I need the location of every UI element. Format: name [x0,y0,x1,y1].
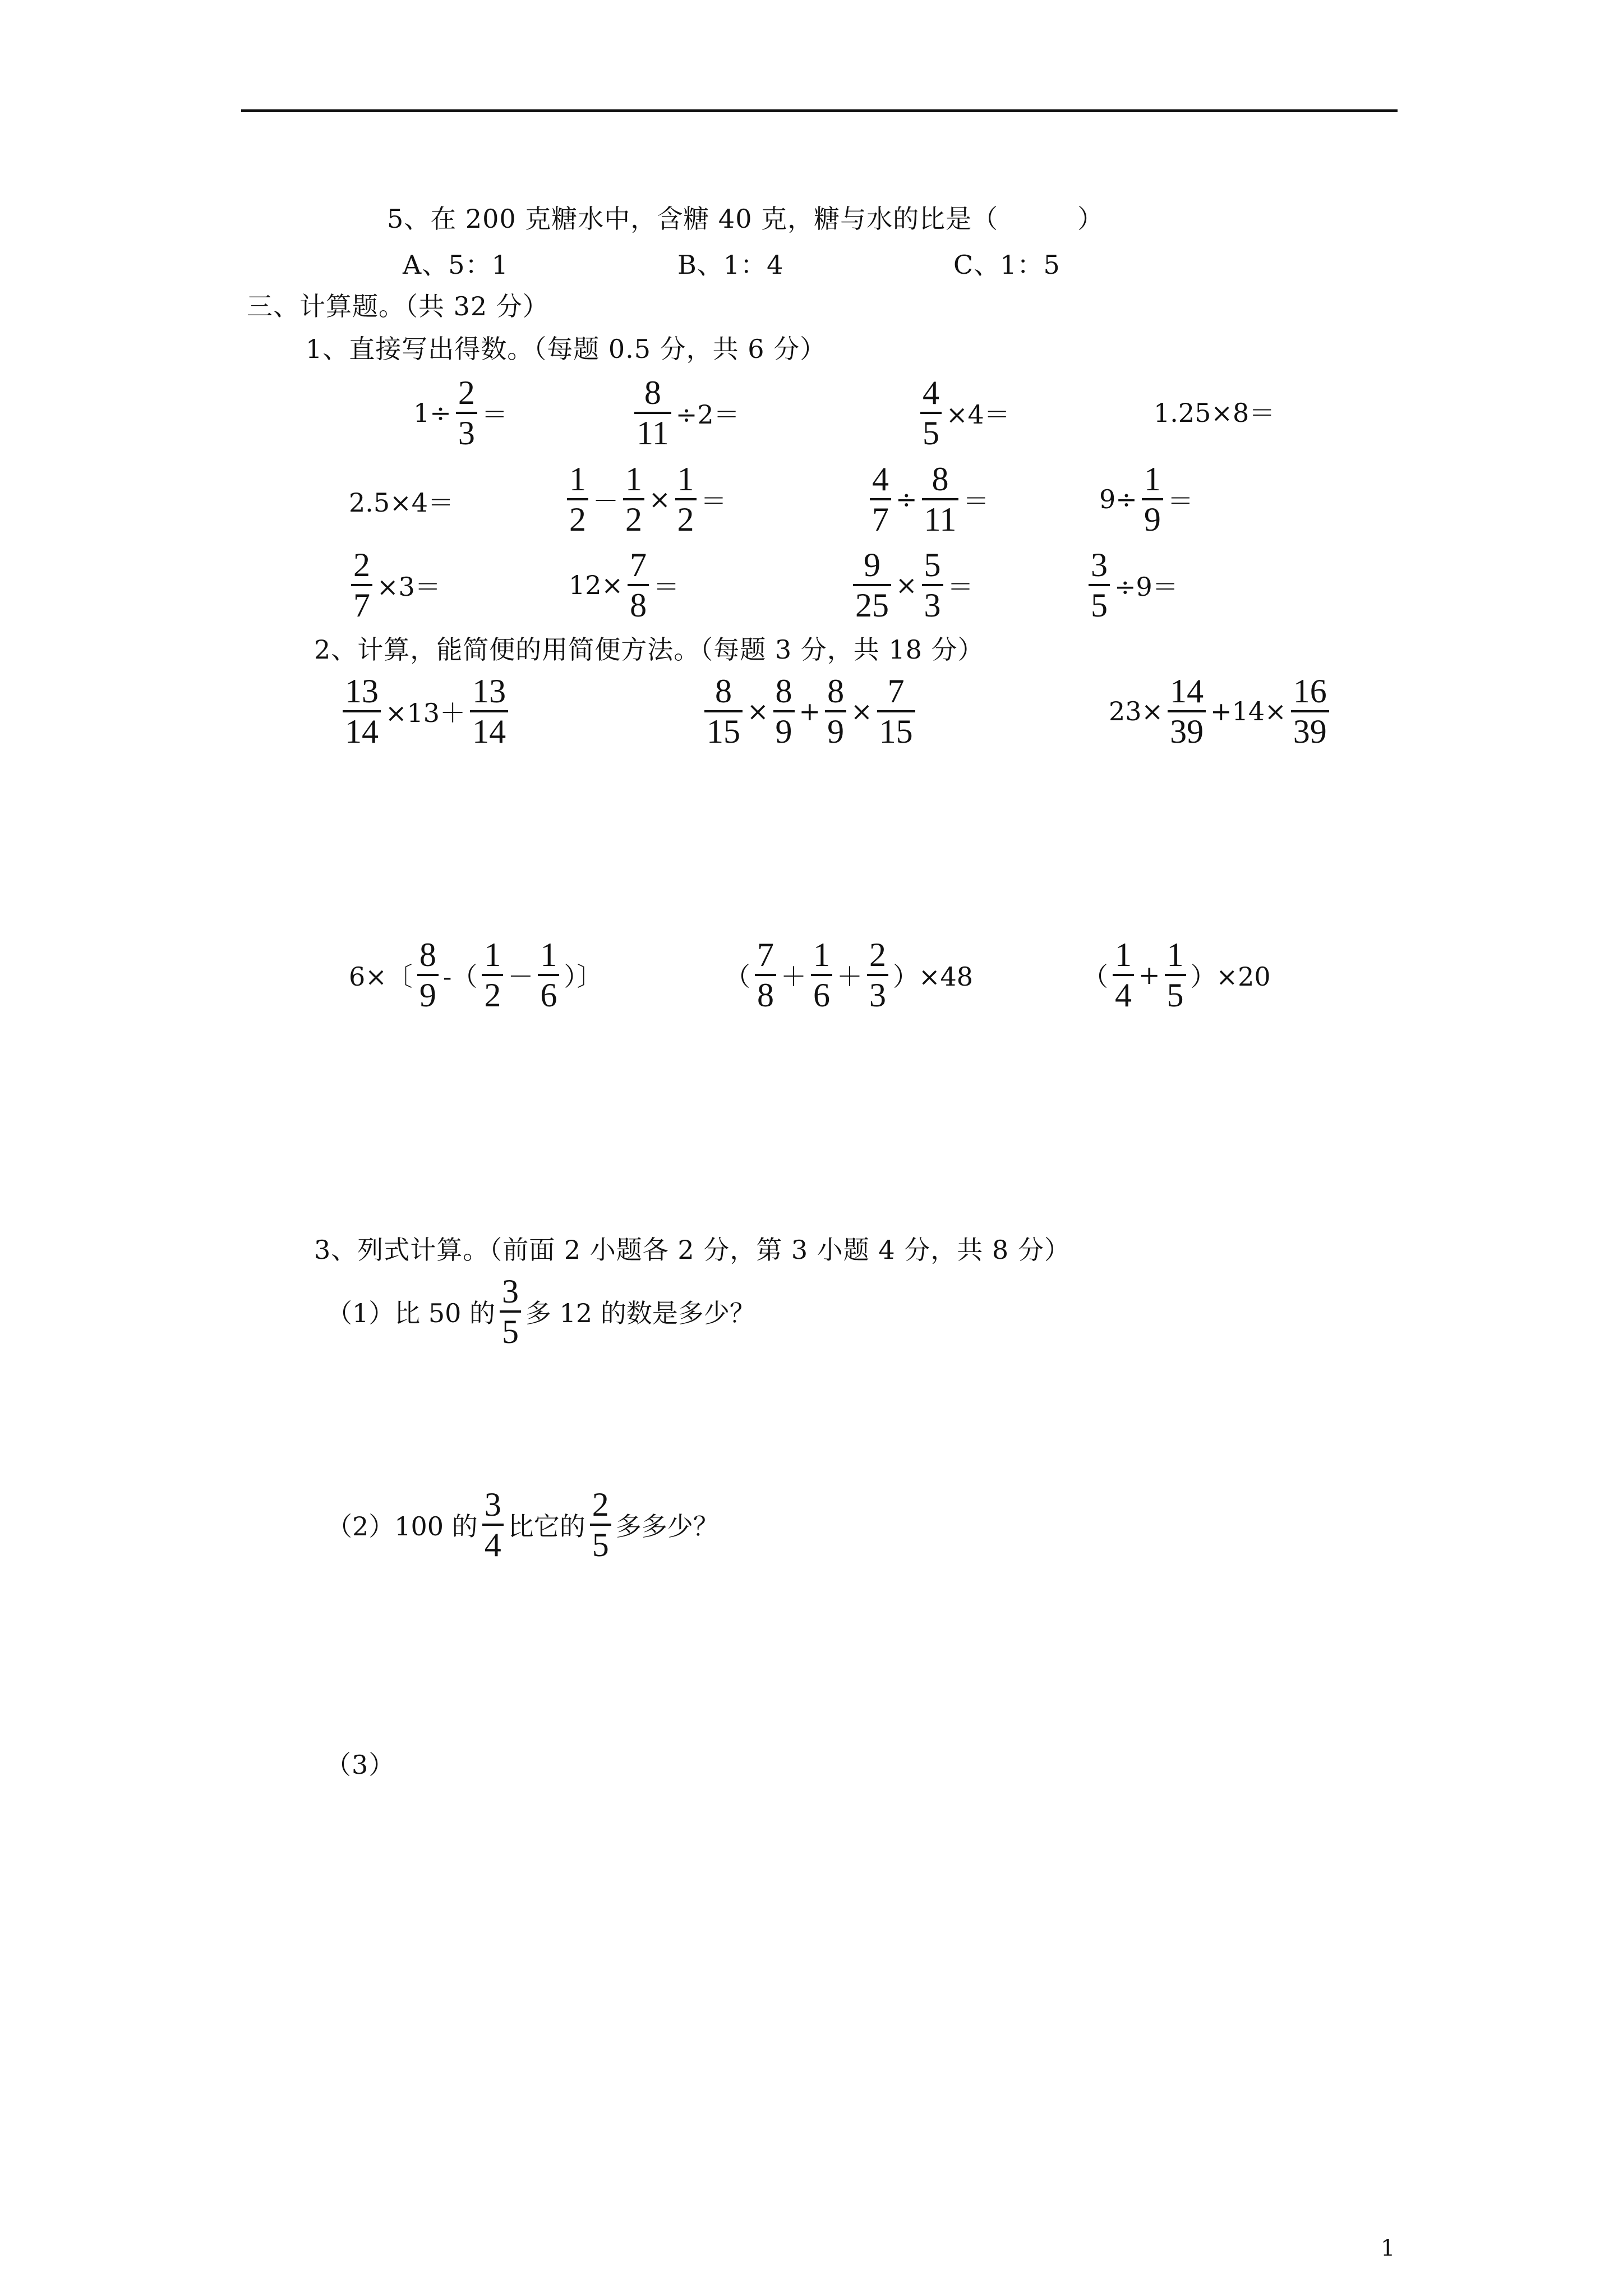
expr-text: （2）100 的 [326,1511,478,1542]
fraction: $\frac{5}{3}$ [922,547,943,623]
p3-question-3: （3） [325,1750,395,1780]
p2-expr-2-3 [1081,937,1272,1013]
expr-text: （ [1082,961,1108,992]
p2-expr-1-1 [339,673,511,749]
fraction: $\frac{13}{14}$ [343,673,381,749]
expr-text: ÷9＝ [1114,572,1178,602]
expr-text: + [1138,960,1160,990]
expr-text: － [508,961,534,992]
fraction: $\frac{3}{4}$ [482,1487,504,1563]
p1-expr-2-3 [866,461,990,537]
expr-text: 1÷ [413,398,451,428]
fraction: $\frac{7}{15}$ [877,673,915,749]
part3-title: 3、列式计算。（前面 2 小题各 2 分，第 3 小题 4 分，共 8 分） [314,1235,1071,1265]
fraction: $\frac{1}{4}$ [1113,937,1134,1013]
expr-text: 多多少？ [615,1511,719,1542]
q5-option-c: C、1：5 [953,250,1061,280]
expr-text: ）×48 [893,961,974,992]
fraction: $\frac{1}{2}$ [623,461,644,537]
fraction: $\frac{7}{8}$ [755,937,776,1013]
expr-text: 比它的 [508,1511,585,1542]
fraction: $\frac{8}{15}$ [704,673,743,749]
q5-stem: 5、在 200 克糖水中，含糖 40 克，糖与水的比是（ ） [387,204,1104,234]
p2-expr-2-2 [723,937,974,1013]
expr-text: ×13＋ [385,698,466,728]
p1-expr-3-3 [850,547,975,623]
fraction: $\frac{8}{9}$ [773,673,795,749]
p1-expr-1-1 [412,375,509,451]
p1-expr-1-2 [631,375,741,451]
p1-expr-2-4 [1098,461,1195,537]
expr-text: ＝ [700,486,727,516]
expr-text: 多 12 的数是多少？ [525,1298,755,1328]
expr-text: ÷ [896,484,917,514]
expr-text: 1.25×8＝ [1154,398,1275,428]
expr-text: ）×20 [1190,961,1271,992]
p3-question-2 [325,1487,720,1563]
fraction: $\frac{8}{9}$ [417,937,439,1013]
fraction: $\frac{1}{6}$ [811,937,832,1013]
expr-text: ×3＝ [377,572,441,602]
part1-title: 1、直接写出得数。（每题 0.5 分，共 6 分） [306,334,827,364]
expr-text: 12× [569,570,624,600]
expr-text: ＝ [963,486,989,516]
part2-title: 2、计算，能简便的用简便方法。（每题 3 分，共 18 分） [314,634,984,665]
fraction: $\frac{9}{25}$ [853,547,891,623]
expr-text: 6×〔 [349,961,413,992]
fraction: $\frac{4}{5}$ [920,375,942,451]
expr-text: （ [725,961,750,992]
p2-expr-1-3 [1108,673,1332,749]
p1-expr-2-1 [348,482,455,519]
expr-text: 23× [1109,696,1164,726]
fraction: $\frac{2}{5}$ [590,1487,611,1563]
expr-text: × [896,570,917,600]
expr-text: ＝ [481,399,508,430]
header-rule [241,109,1398,112]
expr-text: × [649,484,671,514]
fraction: $\frac{16}{39}$ [1291,673,1329,749]
p2-expr-2-1 [348,937,603,1013]
fraction: $\frac{8}{11}$ [634,375,671,451]
expr-text: ＝ [1167,486,1193,516]
fraction: $\frac{1}{2}$ [675,461,697,537]
q5-option-b: B、1：4 [677,250,784,280]
fraction: $\frac{2}{3}$ [456,375,477,451]
expr-text: 2.5×4＝ [349,487,454,518]
fraction: $\frac{1}{6}$ [538,937,559,1013]
expr-text: 9÷ [1099,484,1137,514]
fraction: $\frac{1}{2}$ [567,461,588,537]
expr-text: ＝ [653,572,680,602]
p1-expr-1-4 [1152,393,1276,430]
expr-text: （1）比 50 的 [326,1298,496,1328]
fraction: $\frac{2}{7}$ [351,547,372,623]
fraction: $\frac{3}{5}$ [500,1273,521,1350]
fraction: $\frac{3}{5}$ [1089,547,1110,623]
fraction: $\frac{13}{14}$ [470,673,508,749]
page-number: 1 [1381,2235,1395,2261]
expr-text: ＋ [837,961,863,992]
p1-expr-2-2 [564,461,728,537]
fraction: $\frac{7}{8}$ [628,547,649,623]
expr-text: ＝ [947,572,974,602]
expr-text: +14× [1210,696,1287,726]
expr-text: ÷2＝ [675,399,740,430]
fraction: $\frac{1}{9}$ [1142,461,1163,537]
q5-option-a: A、5：1 [403,250,509,280]
section3-title: 三、计算题。（共 32 分） [247,291,549,321]
fraction: $\frac{2}{3}$ [867,937,888,1013]
p1-expr-3-2 [568,547,680,623]
fraction: $\frac{8}{9}$ [825,673,846,749]
expr-text: ×4＝ [946,399,1010,430]
expr-text: × [747,696,769,726]
fraction: $\frac{4}{7}$ [870,461,891,537]
fraction: $\frac{14}{39}$ [1168,673,1206,749]
p1-expr-3-4 [1085,547,1179,623]
expr-text: － [593,486,619,516]
fraction: $\frac{1}{5}$ [1165,937,1186,1013]
expr-text: + [799,696,821,726]
expr-text: ＋ [781,961,806,992]
p2-expr-1-2 [701,673,919,749]
fraction: $\frac{1}{2}$ [482,937,503,1013]
p3-question-1 [325,1273,757,1350]
p1-expr-3-1 [348,547,442,623]
p1-expr-1-3 [917,375,1011,451]
fraction: $\frac{8}{11}$ [922,461,959,537]
expr-text: ）〕 [564,961,603,992]
expr-text: × [851,696,873,726]
expr-text: -（ [442,961,478,992]
